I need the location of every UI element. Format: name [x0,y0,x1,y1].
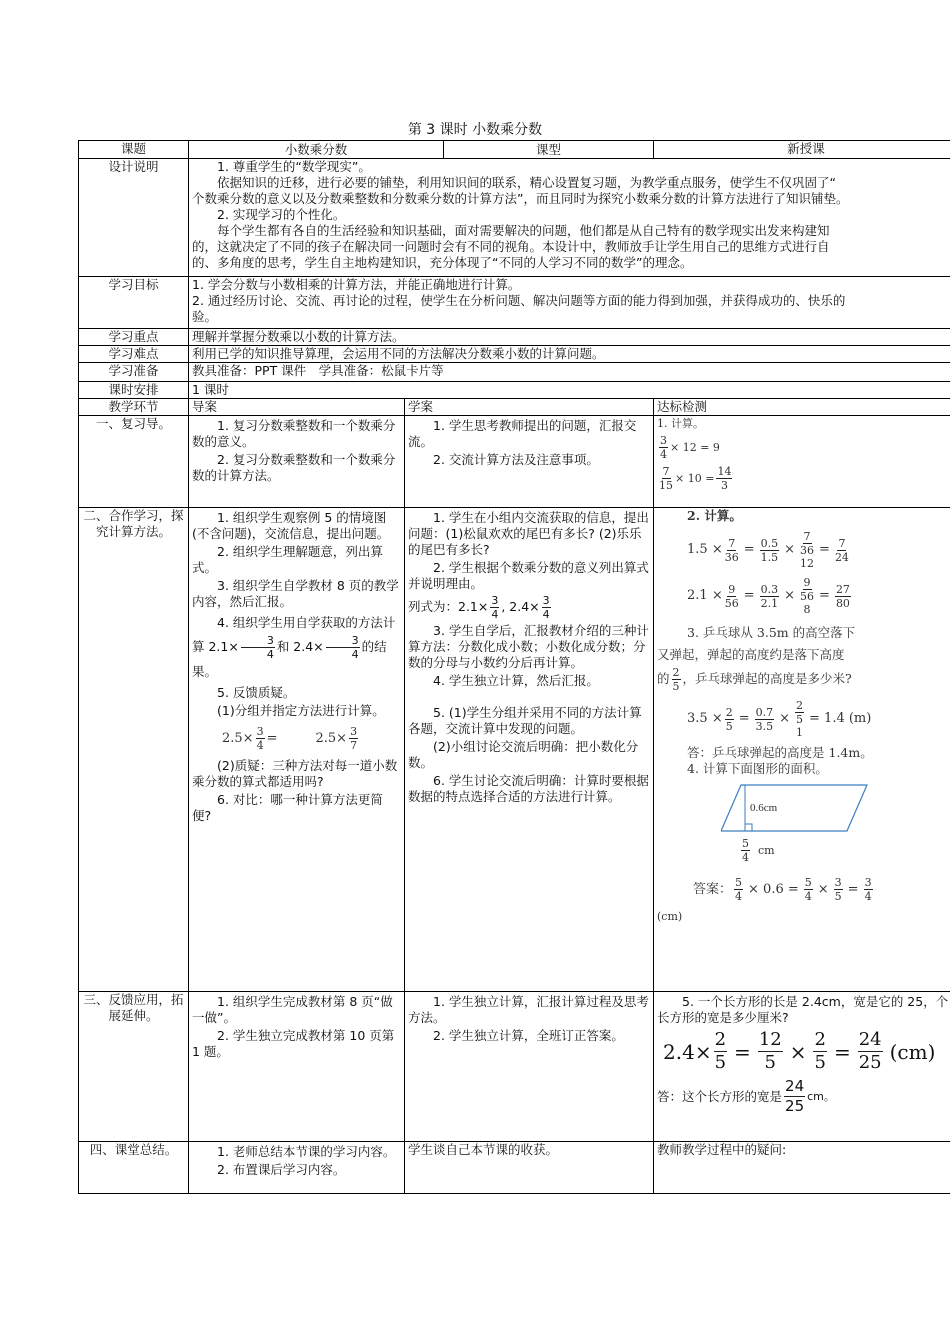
design-p1-title: 1. 尊重学生的“数学现实”。 [217,159,371,174]
keypoint-value: 理解并掌握分数乘以小数的计算方法。 [189,329,950,346]
parallelogram-shape [721,785,867,831]
sec2-check-q3-answer: 答：乒乓球弹起的高度是 1.4m。 [687,745,873,760]
section2-label: 二、合作学习，探究计算方法。 [79,508,189,992]
design-label: 设计说明 [79,159,189,277]
sec3-study1: 1. 学生独立计算，汇报计算过程及思考方法。 [408,994,649,1025]
type-label: 课型 [536,142,562,157]
schedule-value: 1 课时 [189,382,950,399]
keypoint-label: 学习重点 [79,329,189,346]
section3-row [79,992,950,1142]
sec2-study5b: (2)小组讨论交流后明确：把小数化分数。 [408,739,639,770]
design-p2-line3: 的、多角度的思考，学生自主地构建知识，充分体现了“不同的人学习不同的数学”的理念。 [192,255,693,270]
col-study: 学案 [405,399,654,416]
col-check: 达标检测 [654,399,950,416]
design-p2-line1: 每个学生都有各自的生活经验和知识基础，面对需要解决的问题，他们都是从自己特有的数学现实出发来构建知 [217,223,830,238]
prep-value: 教具准备：PPT 课件 学具准备：松鼠卡片等 [189,363,950,382]
design-p2-line2: 的，这就决定了不同的孩子在解决同一问题时会有不同的视角。本设计中，教师放手让学生用自己的思维方式进行自 [192,239,830,254]
section1-label: 一、复习导。 [79,416,189,508]
sec2-guide2: 2. 组织学生理解题意，列出算式。 [192,544,383,575]
sec1-guide2: 2. 复习分数乘整数和一个数乘分数的计算方法。 [192,452,396,483]
parallelogram-figure [721,781,871,837]
goals-label: 学习目标 [79,277,189,329]
sec2-guide5: 5. 反馈质疑。 [217,685,296,700]
design-p2-title: 2. 实现学习的个性化。 [217,207,346,222]
topic-row [79,141,950,159]
sec2-study5: 5. (1)学生分组并采用不同的方法计算各题，交流计算中发现的问题。 [408,705,642,736]
goals-row [79,277,950,329]
sec2-check-expr-a: 1.5 × $\frac{7}{36}$ = $\frac{0.5}{1.5}$ × 7 36 12 = $\frac{7}{24}$ [687,530,849,570]
difficulty-row [79,346,950,363]
design-p1-line1: 依据知识的迁移，进行必要的铺垫，利用知识间的联系，精心设置复习题，为教学重点服务，使学生不仅巩固了“ [217,175,836,190]
schedule-row [79,382,950,399]
sec2-check-expr-b: 2.1 × $\frac{9}{56}$ = $\frac{0.3}{2.1}$ × 9 56 8 = $\frac{27}{80}$ [687,576,850,616]
sec2-check-q3-expr: 3.5 × $\frac{2}{5}$ = $\frac{0.7}{3.5}$ × 2 5 1 = 1.4 (m) [687,699,872,739]
sec3-check-q5-expr: 2.4× $\frac{2}{5}$ = $\frac{12}{5}$ × $\frac{2}{5}$ = $\frac{24}{25}$ (cm) [663,1029,936,1073]
sec1-expr2: $\frac{7}{15}$ × 10 = $\frac{14}{3}$ [659,465,732,492]
col-guide: 导案 [189,399,405,416]
base-label: $\frac{5}{4}$ cm [742,837,775,864]
sec2-guide1: 1. 组织学生观察例 5 的情境图(不含问题)，交流信息，提出问题。 [192,510,390,541]
sec4-guide1: 1. 老师总结本节课的学习内容。 [217,1144,396,1159]
topic-value: 小数乘分数 [189,141,444,158]
page-title: 第 3 课时 小数乘分数 [407,122,543,138]
keypoint-row [79,329,950,346]
section4-label: 四、课堂总结。 [79,1142,189,1194]
sec2-check-title: 2. 计算。 [687,508,742,523]
column-header-row [79,399,950,416]
sec2-guide4: 4. 组织学生用自学获取的方法计算 2.1× $\frac{3}{4}$ 和 2.4× $\frac{3}{4}$ 的结果。 [192,615,396,679]
sec4-study1: 学生谈自己本节课的收获。 [405,1142,654,1194]
sec4-guide2: 2. 布置课后学习内容。 [217,1162,346,1177]
section4-row [79,1142,950,1194]
sec2-guide5-exprs: 2.5× $\frac{3}{4}$ = 2.5× $\frac{3}{7}$ [222,725,358,752]
goals-line1: 1. 学会分数与小数相乘的计算方法，并能正确地进行计算。 [192,277,521,292]
prep-label: 学习准备 [79,363,189,382]
right-angle-mark [745,824,752,831]
sec2-study1: 1. 学生在小组内交流获取的信息，提出问题：(1)松鼠欢欢的尾巴有多长? (2)乐乐的尾巴有多长? [408,510,649,557]
sec2-study6: 6. 学生讨论交流后明确：计算时要根据数据的特点选择合适的方法进行计算。 [408,773,649,804]
type-value: 新授课 [654,141,950,159]
sec3-check-q5-answer: 答：这个长方形的宽是 $\frac{24}{25}$ cm。 [657,1077,835,1115]
sec2-check-q4-expr: 答案： $\frac{5}{4}$ × 0.6 = $\frac{5}{4}$ × $\frac{3}{5}$ = $\frac{3}{4}$ [693,876,872,903]
sec3-guide1: 1. 组织学生完成教材第 8 页“做一做”。 [192,994,393,1025]
sec2-study4: 4. 学生独立计算，然后汇报。 [433,673,599,688]
sec2-guide5b: (2)质疑：三种方法对每一道小数乘分数的算式都适用吗? [192,758,398,789]
sec2-check-q4-title: 4. 计算下面图形的面积。 [687,761,828,776]
sec2-guide3: 3. 组织学生自学教材 8 页的教学内容，然后汇报。 [192,578,399,609]
schedule-label: 课时安排 [79,382,189,399]
goals-line2: 2. 通过经历讨论、交流、再讨论的过程，使学生在分析问题、解决问题等方面的能力得到加强，并获得成功的、快乐的 [192,293,846,308]
prep-row [79,363,950,382]
sec2-guide5a: (1)分组并指定方法进行计算。 [217,703,385,718]
sec1-study2: 2. 交流计算方法及注意事项。 [433,452,599,467]
height-label: 0.6cm [750,802,778,814]
sec2-study2-expr: 列式为：2.1× $\frac{3}{4}$ , 2.4× $\frac{3}{4}$ [408,594,550,621]
sec2-check-q4-unit: (cm) [657,910,683,923]
sec1-guide1: 1. 复习分数乘整数和一个数乘分数的意义。 [192,418,396,449]
sec4-check1: 教师教学过程中的疑问: [654,1142,950,1194]
design-p1-line2: 个数乘分数的意义以及分数乘整数和分数乘分数的计算方法”，而且同时为探究小数乘分数的计算方法进行了知识铺垫。 [192,191,849,206]
sec2-study3: 3. 学生自学后，汇报教材介绍的三种计算方法：分数化成小数；小数化成分数；分数的分母与小数约分后再计算。 [408,623,649,670]
sec2-study2: 2. 学生根据个数乘分数的意义列出算式并说明理由。 [408,560,649,591]
difficulty-label: 学习难点 [79,346,189,363]
design-row [79,159,950,277]
section1-row [79,416,950,508]
col-stage: 教学环节 [79,399,189,416]
goals-line3: 验。 [192,309,218,324]
sec1-study1: 1. 学生思考教师提出的问题，汇报交流。 [408,418,637,449]
difficulty-value: 利用已学的知识推导算理，会运用不同的方法解决分数乘小数的计算问题。 [189,346,950,363]
sec2-guide6: 6. 对比：哪一种计算方法更简便? [192,792,383,823]
section3-label: 三、反馈应用，拓展延伸。 [79,992,189,1142]
sec3-study2: 2. 学生独立计算，全班订正答案。 [433,1028,624,1043]
sec1-expr1: $\frac{3}{4}$ × 12 = 9 [660,434,720,461]
sec2-check-q3: 3. 乒乓球从 3.5m 的高空落下 又弹起，弹起的高度约是落下高度 的 $\frac{2}{5}$ ，乒乓球弹起的高度是多少米? [657,625,856,693]
sec3-check-q5: 5. 一个长方形的长是 2.4cm，宽是它的 25，个长方形的宽是多少厘米? [657,994,949,1025]
topic-label: 课题 [79,141,189,159]
lesson-plan-table [78,140,950,1194]
sec1-check-title: 1. 计算。 [657,417,705,430]
sec3-guide2: 2. 学生独立完成教材第 10 页第 1 题。 [192,1028,395,1059]
section2-row [79,508,950,992]
